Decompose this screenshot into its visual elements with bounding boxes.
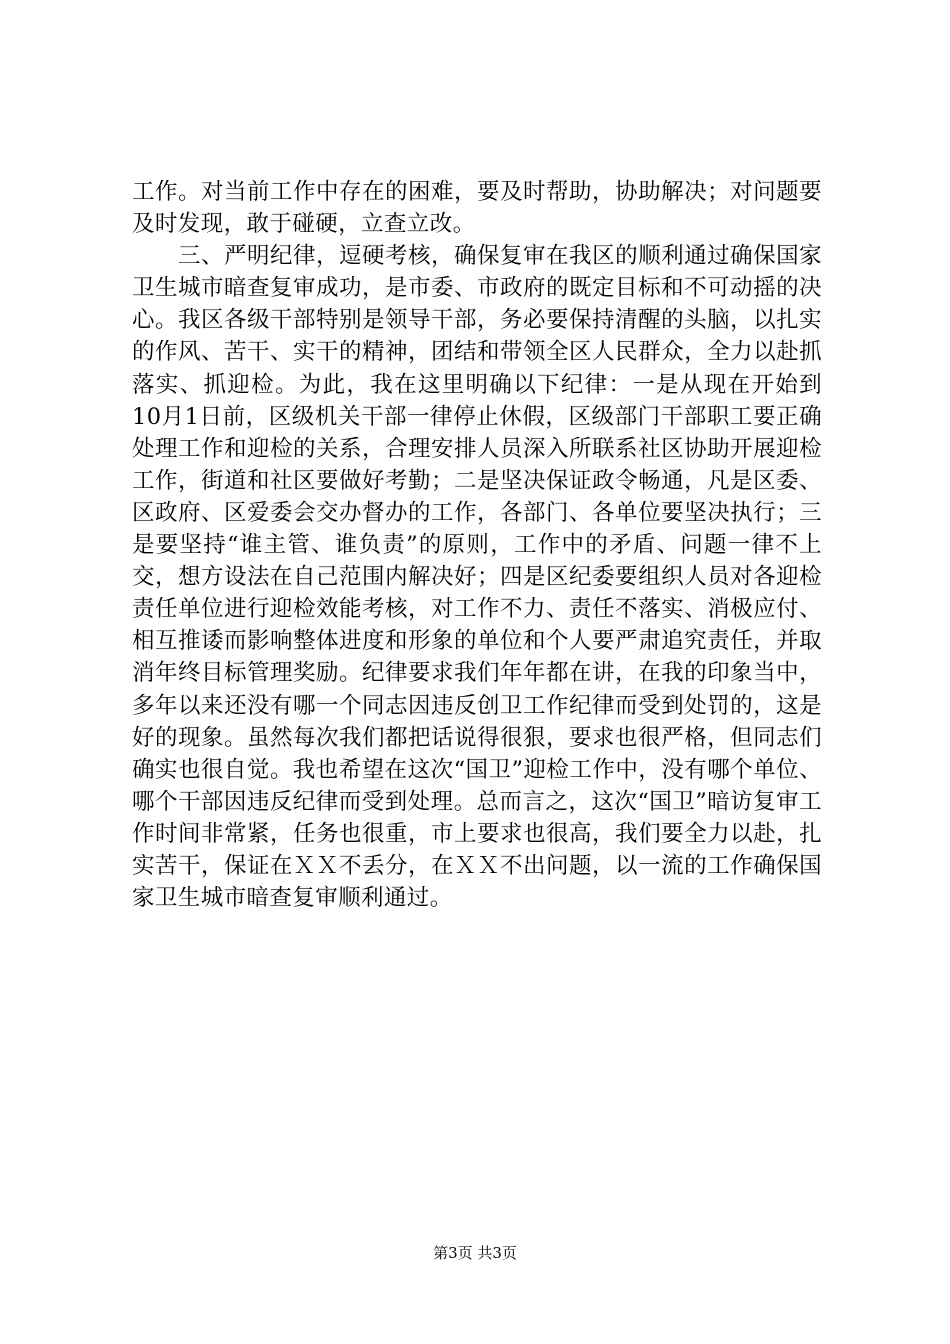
page-footer: 第3页 共3页 [433, 1244, 517, 1262]
document-body [132, 176, 822, 914]
paragraph-continuation: 工作。对当前工作中存在的困难，要及时帮助，协助解决；对问题要及时发现，敢于碰硬，立查立改。 [132, 179, 822, 238]
paragraph-discipline: 三、严明纪律，逗硬考核，确保复审在我区的顺利通过确保国家卫生城市暗查复审成功，是市委、市政府的既定目标和不可动摇的决心。我区各级干部特别是领导干部，务必要保持清醒的头脑，以扎实的作风、苦干、实干的精神，团结和带领全区人民群众，全力以赴抓落实、抓迎检。为此，我在这里明确以下纪律：一是从现在开始到10月1日前，区级机关干部一律停止休假，区级部门干部职工要正确处理工作和迎检的关系，合理安排人员深入所联系社区协助开展迎检工作，街道和社区要做好考勤；二是坚决保证政令畅通，凡是区委、区政府、区爱委会交办督办的工作，各部门、各单位要坚决执行；三是要坚持“谁主管、谁负责”的原则，工作中的矛盾、问题一律不上交，想方设法在自己范围内解决好；四是区纪委要组织人员对各迎检责任单位进行迎检效能考核，对工作不力、责任不落实、消极应付、相互推诿而影响整体进度和形象的单位和个人要严肃追究责任，并取消年终目标管理奖励。纪律要求我们年年都在讲，在我的印象当中，多年以来还没有哪一个同志因违反创卫工作纪律而受到处罚的，这是好的现象。虽然每次我们都把话说得很狠，要求也很严格，但同志们确实也很自觉。我也希望在这次“国卫”迎检工作中，没有哪个单位、哪个干部因违反纪律而受到处理。总而言之，这次“国卫”暗访复审工作时间非常紧，任务也很重，市上要求也很高，我们要全力以赴，扎实苦干，保证在ＸＸ不丢分，在ＸＸ不出问题，以一流的工作确保国家卫生城市暗查复审顺利通过。 [132, 243, 822, 912]
